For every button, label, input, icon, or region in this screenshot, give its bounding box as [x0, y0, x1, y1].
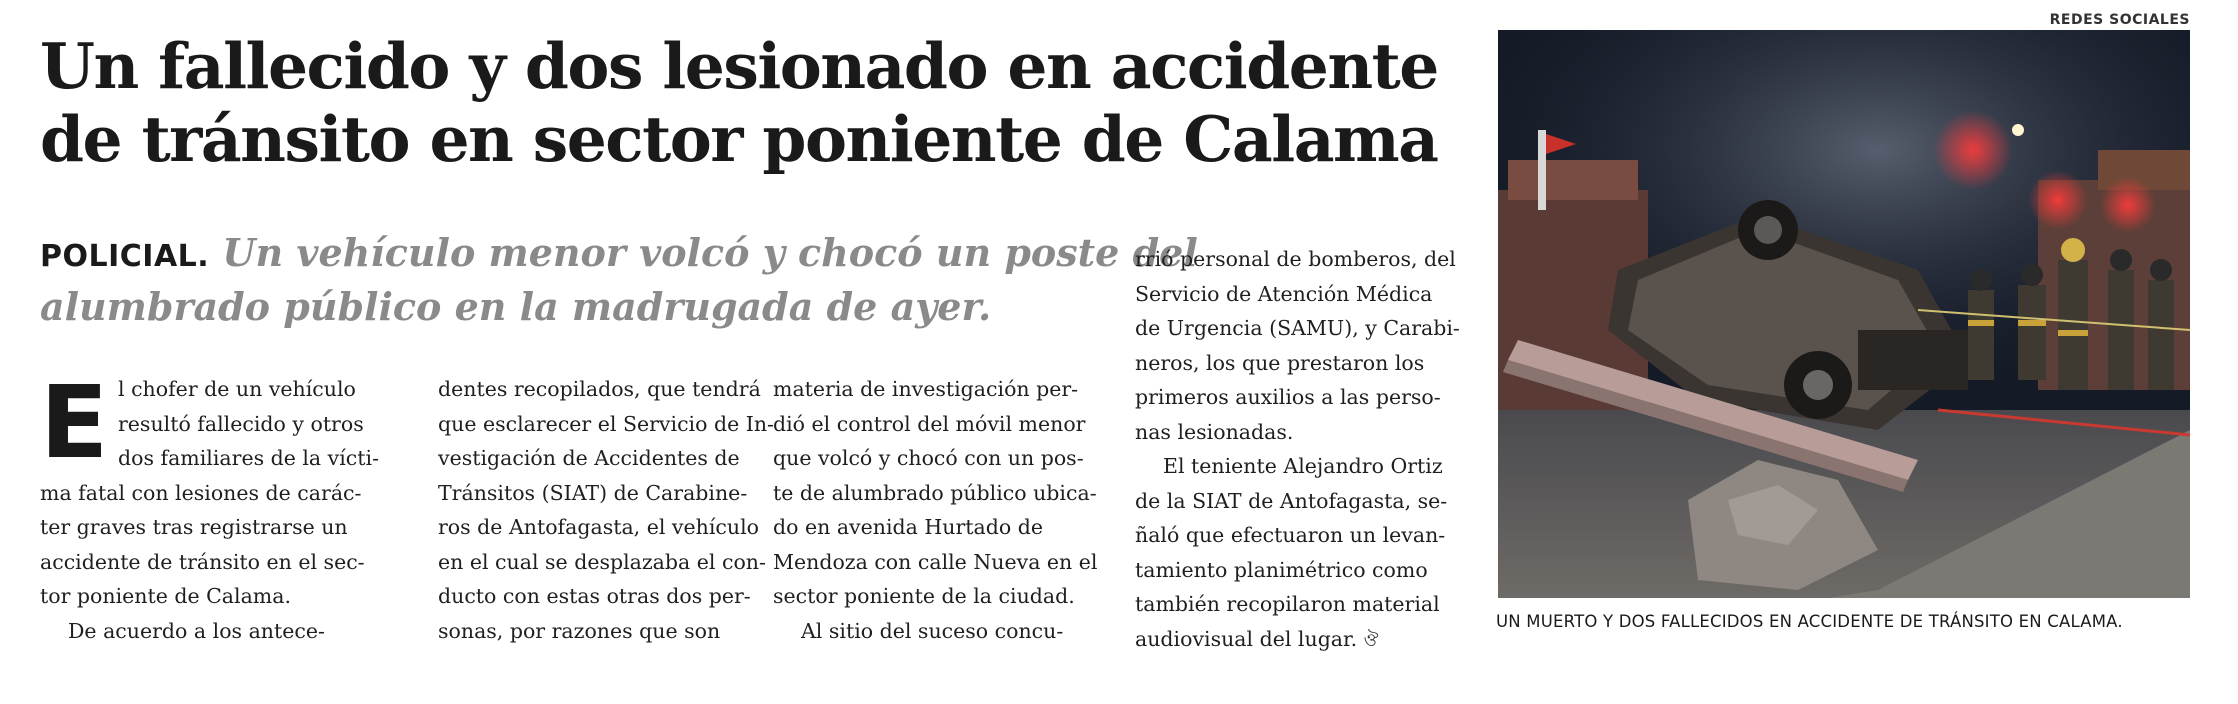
body-line: De acuerdo a los antece- [68, 618, 325, 643]
body-line: l chofer de un vehículo [118, 377, 356, 401]
body-line: dió el control del móvil menor [773, 411, 1086, 436]
body-line-text: audiovisual del lugar. [1135, 626, 1358, 651]
body-line: Al sitio del suceso concu- [801, 618, 1064, 643]
body-line: ma fatal con lesiones de carác- [40, 480, 362, 505]
headline [40, 30, 1460, 176]
body-line: sector poniente de la ciudad. [773, 584, 1075, 608]
body-line: te de alumbrado público ubica- [773, 480, 1097, 505]
body-line: en el cual se desplazaba el con- [438, 549, 766, 574]
body-column-4 [1135, 242, 1463, 658]
headline-line-2: de tránsito en sector poniente de Calama [40, 102, 1438, 176]
body-column-2 [438, 372, 774, 648]
photo-credit: REDES SOCIALES [2049, 12, 2190, 28]
body-line: que esclarecer el Servicio de In- [438, 411, 774, 436]
section-kicker: POLICIAL. [40, 239, 210, 274]
body-line: dentes recopilados, que tendrá [438, 377, 761, 401]
body-line: primeros auxilios a las perso- [1135, 385, 1441, 409]
headline-line-1: Un fallecido y dos lesionado en accidente [40, 29, 1438, 103]
drop-cap: E [40, 364, 109, 481]
body-line: resultó fallecido y otros [118, 411, 364, 436]
body-line: do en avenida Hurtado de [773, 515, 1043, 539]
signoff-icon: ঔ [1363, 629, 1379, 651]
body-line: accidente de tránsito en el sec- [40, 549, 365, 574]
body-line: que volcó y chocó con un pos- [773, 446, 1084, 470]
body-line: Servicio de Atención Médica [1135, 281, 1433, 306]
body-line: El teniente Alejandro Ortiz [1163, 454, 1443, 478]
body-line: ducto con estas otras dos per- [438, 584, 751, 608]
body-line: también recopilaron material [1135, 592, 1440, 616]
photo-caption: UN MUERTO Y DOS FALLECIDOS EN ACCIDENTE DE TRÁNSITO EN CALAMA. [1496, 612, 2123, 631]
body-line: materia de investigación per- [773, 377, 1079, 401]
body-line: ros de Antofagasta, el vehículo [438, 515, 759, 539]
accident-scene-illustration [1498, 30, 2190, 598]
body-line: nas lesionadas. [1135, 419, 1294, 444]
body-line: dos familiares de la vícti- [118, 446, 380, 470]
body-line: ter graves tras registrarse un [40, 515, 348, 539]
deck-line-2: alumbrado público en la madrugada de ayer. [40, 284, 992, 329]
body-line [1135, 622, 1463, 659]
accident-photo [1498, 30, 2190, 598]
lead-paragraph [40, 228, 1198, 332]
body-line: ñaló que efectuaron un levan- [1135, 523, 1446, 547]
body-column-3 [773, 372, 1101, 648]
body-line: neros, los que prestaron los [1135, 350, 1425, 375]
body-line: de la SIAT de Antofagasta, se- [1135, 488, 1448, 513]
body-line: rrió personal de bomberos, del [1135, 247, 1456, 271]
body-line: vestigación de Accidentes de [438, 446, 740, 470]
body-line: tamiento planimétrico como [1135, 557, 1428, 582]
body-line: tor poniente de Calama. [40, 584, 291, 608]
body-column-1 [40, 364, 380, 648]
body-line: sonas, por razones que son [438, 618, 721, 643]
body-line: de Urgencia (SAMU), y Carabi- [1135, 316, 1460, 340]
body-line: Tránsitos (SIAT) de Carabine- [438, 480, 748, 505]
deck-line-1: Un vehículo menor volcó y chocó un poste del [222, 230, 1198, 275]
body-line: Mendoza con calle Nueva en el [773, 549, 1098, 574]
